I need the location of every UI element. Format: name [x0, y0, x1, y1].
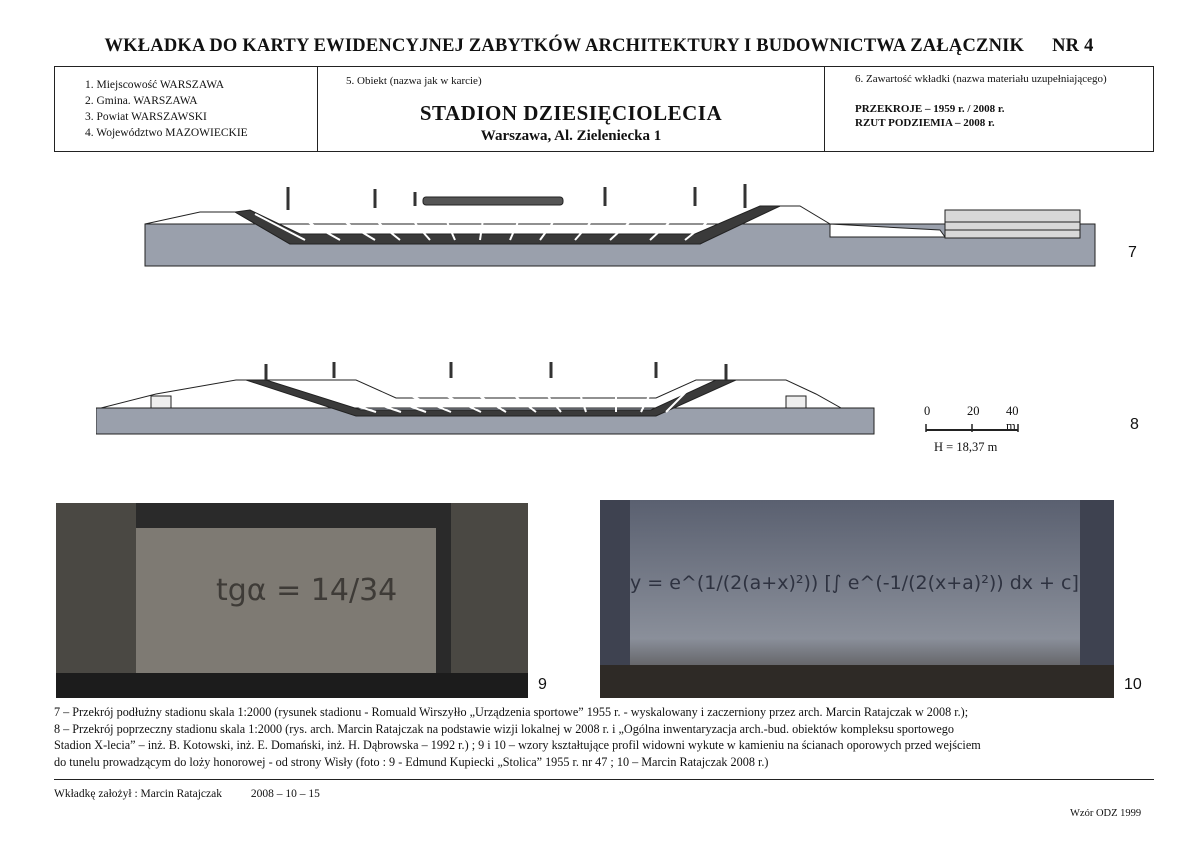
info-box [54, 66, 1154, 152]
scale-tick-40: 40 m [1006, 404, 1019, 433]
page-title [0, 36, 1198, 57]
figure-caption [54, 704, 1164, 770]
caption-line-1: 7 – Przekrój podłużny stadionu skala 1:2000 (rysunek stadionu - Romuald Wirszyłło „Urządzenia sportowe” 1955 r. - wyskalowany i zaczerniony przez arch. Marcin Ratajczak w 2008 r.); [54, 705, 969, 719]
title-text: WKŁADKA DO KARTY EWIDENCYJNEJ ZABYTKÓW ARCHITEKTURY I BUDOWNICTWA ZAŁĄCZNIK [104, 36, 1025, 56]
caption-line-4: do tunelu prowadzącym do loży honorowej - od strony Wisły (foto : 9 - Edmund Kupiecki „Stolica” 1955 r. nr 47 ; 10 – Marcin Ratajczak 2008 r.) [54, 754, 769, 769]
caption-line-2: 8 – Przekrój poprzeczny stadionu skala 1:2000 (rys. arch. Marcin Ratajczak na podstawie wizji lokalnej w 2008 r. i „Ogólna inwentaryzacja arch.-bud. obiektów kompleksu sportowego [54, 721, 954, 736]
figure-7-number: 7 [1128, 244, 1137, 261]
scale-tick-0: 0 [924, 404, 931, 418]
object-name: STADION DZIESIĘCIOLECIA [419, 101, 723, 125]
footer-divider [54, 779, 1154, 780]
figure-10-number: 10 [1124, 676, 1142, 693]
caption-line-3: Stadion X-lecia” – inż. B. Kotowski, inż. E. Domański, inż. H. Dąbrowska – 1992 r.) ; 9 i 10 – wzory kształtujące profil widowni wykute w kamieniu na ścianach oporowych przed wejściem [54, 738, 981, 752]
scale-tick-20: 20 [967, 404, 980, 418]
footer [54, 788, 320, 800]
scale-height: H = 18,37 m [934, 440, 998, 454]
photo-9-formula: tgα = 14/34 [216, 573, 398, 608]
figure-8-number: 8 [1130, 416, 1139, 433]
photo-9 [56, 503, 528, 698]
contents-cell [825, 67, 1155, 151]
object-address: Warszawa, Al. Zieleniecka 1 [480, 128, 662, 144]
object-label: 5. Obiekt (nazwa jak w karcie) [346, 75, 482, 87]
attachment-number: NR 4 [1052, 36, 1094, 56]
figure-9-number: 9 [538, 676, 547, 693]
longitudinal-section-drawing [140, 182, 1100, 272]
location-city: 1. Miejscowość WARSZAWA [85, 79, 225, 91]
object-cell [317, 67, 825, 151]
location-commune: 2. Gmina. WARSZAWA [85, 95, 198, 107]
footer-author: Wkładkę założył : Marcin Ratajczak [54, 788, 222, 800]
template-version: Wzór ODZ 1999 [1070, 808, 1142, 819]
photo-10-stone-texture [600, 500, 1114, 698]
contents-label: 6. Zawartość wkładki (nazwa materiału uzupełniającego) [855, 73, 1107, 85]
footer-date: 2008 – 10 – 15 [250, 788, 320, 800]
contents-item-plan: RZUT PODZIEMIA – 2008 r. [855, 117, 995, 129]
photo-10 [600, 500, 1114, 698]
photo-10-formula: y = e^(1/(2(a+x)²)) [∫ e^(-1/(2(x+a)²)) dx + c] [630, 572, 1079, 594]
cross-section-drawing [96, 360, 876, 440]
contents-item-sections: PRZEKROJE – 1959 r. / 2008 r. [855, 103, 1005, 115]
location-voivodeship: 4. Województwo MAZOWIECKIE [85, 127, 248, 139]
location-cell [55, 67, 317, 151]
location-county: 3. Powiat WARSZAWSKI [85, 111, 207, 123]
scale-ruler [922, 422, 1022, 434]
